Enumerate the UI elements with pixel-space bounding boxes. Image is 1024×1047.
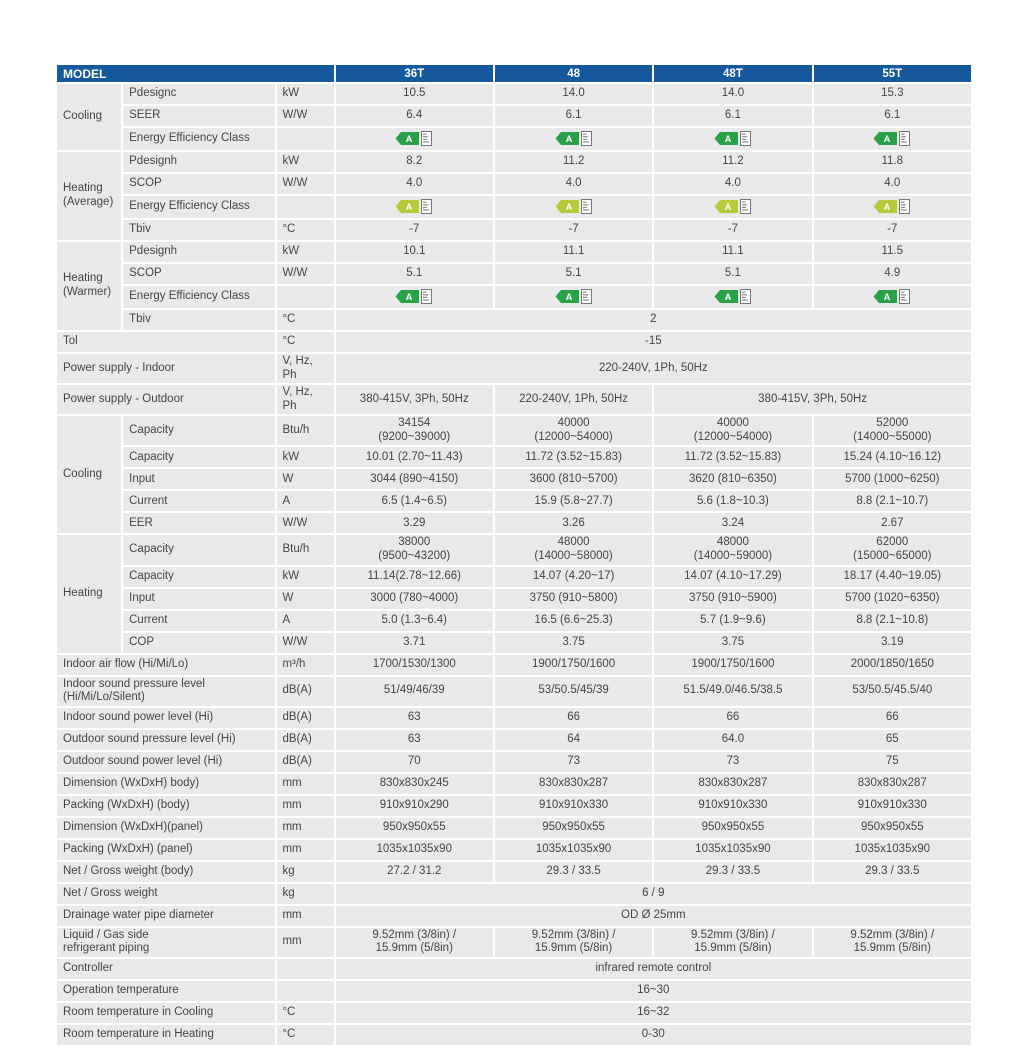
spec-value: 53/50.5/45/39 <box>495 677 652 706</box>
spec-value: 27.2 / 31.2 <box>336 862 493 882</box>
energy-class-cell <box>654 286 811 308</box>
svg-text:A: A <box>884 134 891 145</box>
spec-value: 48000 (14000~58000) <box>495 535 652 564</box>
unit-cell: dB(A) <box>277 708 333 728</box>
unit-cell <box>277 196 333 218</box>
unit-cell: °C <box>277 1003 333 1023</box>
spec-value: 950x950x55 <box>495 818 652 838</box>
spec-value: 4.9 <box>814 264 971 284</box>
row-label: Operation temperature <box>57 981 275 1001</box>
unit-cell: mm <box>277 774 333 794</box>
spec-value: 29.3 / 33.5 <box>495 862 652 882</box>
unit-cell: kg <box>277 884 333 904</box>
unit-cell: V, Hz, Ph <box>277 385 333 414</box>
spec-value: 40000 (12000~54000) <box>654 416 811 445</box>
spec-value: 1035x1035x90 <box>654 840 811 860</box>
spec-value: 910x910x290 <box>336 796 493 816</box>
unit-cell: mm <box>277 840 333 860</box>
unit-cell: A <box>277 491 333 511</box>
spec-value: OD Ø 25mm <box>336 906 971 926</box>
spec-value: 63 <box>336 730 493 750</box>
spec-value: 6.1 <box>495 106 652 126</box>
svg-text:A: A <box>724 202 732 213</box>
spec-value: 380-415V, 3Ph, 50Hz <box>654 385 971 414</box>
energy-class-a-icon <box>873 289 911 304</box>
unit-cell: Btu/h <box>277 535 333 564</box>
unit-cell: kg <box>277 862 333 882</box>
row-label: Liquid / Gas side refrigerant piping <box>57 928 275 957</box>
spec-value: 1035x1035x90 <box>336 840 493 860</box>
spec-value: 4.0 <box>654 174 811 194</box>
spec-value: 9.52mm (3/8in) / 15.9mm (5/8in) <box>495 928 652 957</box>
spec-value: 8.8 (2.1~10.8) <box>814 611 971 631</box>
unit-cell: °C <box>277 332 333 352</box>
spec-value: 73 <box>495 752 652 772</box>
spec-value: 29.3 / 33.5 <box>814 862 971 882</box>
spec-value: 64.0 <box>654 730 811 750</box>
energy-class-cell <box>336 286 493 308</box>
spec-value: 75 <box>814 752 971 772</box>
spec-value: -7 <box>336 220 493 240</box>
spec-value: 18.17 (4.40~19.05) <box>814 567 971 587</box>
svg-text:A: A <box>724 134 732 145</box>
spec-value: 5.6 (1.8~10.3) <box>654 491 811 511</box>
spec-value: 70 <box>336 752 493 772</box>
spec-value: 8.8 (2.1~10.7) <box>814 491 971 511</box>
spec-value: 910x910x330 <box>495 796 652 816</box>
spec-value: 5.1 <box>654 264 811 284</box>
unit-cell: kW <box>277 84 333 104</box>
spec-value: 66 <box>495 708 652 728</box>
column-header-48: 48 <box>495 65 652 82</box>
spec-value: 14.07 (4.10~17.29) <box>654 567 811 587</box>
spec-value: 2.67 <box>814 513 971 533</box>
group-label: Cooling <box>57 84 121 150</box>
svg-text:A: A <box>884 292 891 303</box>
row-label: Input <box>123 589 275 609</box>
spec-value: 0-30 <box>336 1025 971 1045</box>
energy-class-a-icon <box>714 289 752 304</box>
unit-cell: W/W <box>277 106 333 126</box>
unit-cell <box>277 981 333 1001</box>
spec-value: 9.52mm (3/8in) / 15.9mm (5/8in) <box>654 928 811 957</box>
group-label: Heating (Warmer) <box>57 242 121 330</box>
spec-value: 11.8 <box>814 152 971 172</box>
spec-value: 3750 (910~5900) <box>654 589 811 609</box>
row-label: Energy Efficiency Class <box>123 128 275 150</box>
row-label: Power supply - Outdoor <box>57 385 275 414</box>
row-label: Indoor sound pressure level (Hi/Mi/Lo/Silent) <box>57 677 275 706</box>
spec-value: 6.5 (1.4~6.5) <box>336 491 493 511</box>
svg-text:A: A <box>406 292 413 303</box>
row-label: Net / Gross weight (body) <box>57 862 275 882</box>
spec-value: 830x830x287 <box>654 774 811 794</box>
unit-cell: W <box>277 589 333 609</box>
spec-value: 65 <box>814 730 971 750</box>
unit-cell: kW <box>277 152 333 172</box>
spec-value: 380-415V, 3Ph, 50Hz <box>336 385 493 414</box>
column-header-36t: 36T <box>336 65 493 82</box>
spec-value: 10.1 <box>336 242 493 262</box>
spec-value: 220-240V, 1Ph, 50Hz <box>336 354 971 383</box>
spec-value: 66 <box>814 708 971 728</box>
spec-value: 6.1 <box>814 106 971 126</box>
spec-value: 11.14(2.78~12.66) <box>336 567 493 587</box>
spec-value: 3044 (890~4150) <box>336 469 493 489</box>
spec-value: 1900/1750/1600 <box>495 655 652 675</box>
spec-table <box>55 63 973 1047</box>
unit-cell <box>277 128 333 150</box>
unit-cell: mm <box>277 796 333 816</box>
row-label: Pdesignh <box>123 152 275 172</box>
row-label: Current <box>123 491 275 511</box>
model-header: MODEL <box>57 65 334 82</box>
energy-class-cell <box>495 128 652 150</box>
energy-class-a-icon <box>714 131 752 146</box>
row-label: Pdesignh <box>123 242 275 262</box>
unit-cell: dB(A) <box>277 677 333 706</box>
unit-cell: °C <box>277 220 333 240</box>
spec-value: 3.71 <box>336 633 493 653</box>
energy-class-a-icon <box>555 289 593 304</box>
spec-value: 73 <box>654 752 811 772</box>
spec-value: 3750 (910~5800) <box>495 589 652 609</box>
row-label: Capacity <box>123 567 275 587</box>
spec-value: 4.0 <box>814 174 971 194</box>
unit-cell: W/W <box>277 174 333 194</box>
energy-class-a-icon <box>873 199 911 214</box>
spec-value: 11.1 <box>654 242 811 262</box>
spec-value: 950x950x55 <box>814 818 971 838</box>
spec-value: 63 <box>336 708 493 728</box>
spec-value: 14.07 (4.20~17) <box>495 567 652 587</box>
spec-value: 62000 (15000~65000) <box>814 535 971 564</box>
spec-value: 3.24 <box>654 513 811 533</box>
row-label: SCOP <box>123 264 275 284</box>
spec-value: 1035x1035x90 <box>495 840 652 860</box>
spec-value: 29.3 / 33.5 <box>654 862 811 882</box>
spec-value: 51/49/46/39 <box>336 677 493 706</box>
spec-value: 3000 (780~4000) <box>336 589 493 609</box>
spec-value: 34154 (9200~39000) <box>336 416 493 445</box>
spec-value: 10.5 <box>336 84 493 104</box>
energy-class-cell <box>654 128 811 150</box>
energy-class-a-icon <box>395 131 433 146</box>
spec-value: 2000/1850/1650 <box>814 655 971 675</box>
row-label: Net / Gross weight <box>57 884 275 904</box>
row-label: Capacity <box>123 447 275 467</box>
spec-value: 220-240V, 1Ph, 50Hz <box>495 385 652 414</box>
row-label: Indoor sound power level (Hi) <box>57 708 275 728</box>
spec-value: -7 <box>814 220 971 240</box>
spec-value: 910x910x330 <box>654 796 811 816</box>
spec-value: 48000 (14000~59000) <box>654 535 811 564</box>
unit-cell: V, Hz, Ph <box>277 354 333 383</box>
spec-value: 16~30 <box>336 981 971 1001</box>
row-label: Tbiv <box>123 310 275 330</box>
row-label: Outdoor sound power level (Hi) <box>57 752 275 772</box>
spec-value: 3600 (810~5700) <box>495 469 652 489</box>
spec-value: 3620 (810~6350) <box>654 469 811 489</box>
unit-cell: °C <box>277 310 333 330</box>
spec-value: 2 <box>336 310 971 330</box>
row-label: Tol <box>57 332 275 352</box>
energy-class-cell <box>814 286 971 308</box>
column-header-55t: 55T <box>814 65 971 82</box>
unit-cell: W <box>277 469 333 489</box>
row-label: Power supply - Indoor <box>57 354 275 383</box>
energy-class-cell <box>654 196 811 218</box>
row-label: Capacity <box>123 535 275 564</box>
spec-value: 11.2 <box>495 152 652 172</box>
spec-value: 3.19 <box>814 633 971 653</box>
unit-cell: W/W <box>277 264 333 284</box>
spec-value: 52000 (14000~55000) <box>814 416 971 445</box>
group-label: Cooling <box>57 416 121 533</box>
spec-value: -7 <box>654 220 811 240</box>
energy-class-cell <box>495 286 652 308</box>
row-label: SEER <box>123 106 275 126</box>
unit-cell <box>277 286 333 308</box>
svg-text:A: A <box>565 292 572 303</box>
spec-value: 1700/1530/1300 <box>336 655 493 675</box>
row-label: Tbiv <box>123 220 275 240</box>
unit-cell: Btu/h <box>277 416 333 445</box>
row-label: Packing (WxDxH) (panel) <box>57 840 275 860</box>
spec-value: 4.0 <box>495 174 652 194</box>
row-label: Dimension (WxDxH)(panel) <box>57 818 275 838</box>
unit-cell: A <box>277 611 333 631</box>
svg-text:A: A <box>565 134 572 145</box>
spec-value: 950x950x55 <box>336 818 493 838</box>
unit-cell: dB(A) <box>277 752 333 772</box>
row-label: Drainage water pipe diameter <box>57 906 275 926</box>
spec-value: 830x830x245 <box>336 774 493 794</box>
svg-text:A: A <box>406 134 413 145</box>
spec-value: 10.01 (2.70~11.43) <box>336 447 493 467</box>
spec-value: 6.1 <box>654 106 811 126</box>
spec-value: 6.4 <box>336 106 493 126</box>
spec-value: 1900/1750/1600 <box>654 655 811 675</box>
svg-text:A: A <box>565 202 572 213</box>
spec-value: 9.52mm (3/8in) / 15.9mm (5/8in) <box>814 928 971 957</box>
spec-value: 3.75 <box>495 633 652 653</box>
row-label: Input <box>123 469 275 489</box>
group-label: Heating <box>57 535 121 652</box>
unit-cell: W/W <box>277 633 333 653</box>
spec-value: 5.1 <box>495 264 652 284</box>
spec-value: 11.1 <box>495 242 652 262</box>
row-label: Room temperature in Cooling <box>57 1003 275 1023</box>
spec-value: 6 / 9 <box>336 884 971 904</box>
spec-value: 11.72 (3.52~15.83) <box>654 447 811 467</box>
row-label: Pdesignc <box>123 84 275 104</box>
spec-value: 11.2 <box>654 152 811 172</box>
spec-value: 40000 (12000~54000) <box>495 416 652 445</box>
unit-cell: mm <box>277 818 333 838</box>
unit-cell: m³/h <box>277 655 333 675</box>
energy-class-cell <box>814 128 971 150</box>
row-label: Dimension (WxDxH) body) <box>57 774 275 794</box>
spec-value: 3.26 <box>495 513 652 533</box>
spec-value: 11.5 <box>814 242 971 262</box>
svg-text:A: A <box>724 292 732 303</box>
row-label: Capacity <box>123 416 275 445</box>
svg-text:A: A <box>884 202 891 213</box>
spec-value: 950x950x55 <box>654 818 811 838</box>
spec-value: 16.5 (6.6~25.3) <box>495 611 652 631</box>
row-label: Room temperature in Heating <box>57 1025 275 1045</box>
spec-value: 15.9 (5.8~27.7) <box>495 491 652 511</box>
spec-value: 38000 (9500~43200) <box>336 535 493 564</box>
row-label: Controller <box>57 959 275 979</box>
spec-value: 5700 (1020~6350) <box>814 589 971 609</box>
spec-value: 64 <box>495 730 652 750</box>
spec-value: 53/50.5/45.5/40 <box>814 677 971 706</box>
group-label: Heating (Average) <box>57 152 121 240</box>
energy-class-cell <box>336 196 493 218</box>
unit-cell: mm <box>277 928 333 957</box>
spec-value: 5.1 <box>336 264 493 284</box>
spec-value: 15.3 <box>814 84 971 104</box>
unit-cell: °C <box>277 1025 333 1045</box>
row-label: Energy Efficiency Class <box>123 196 275 218</box>
spec-value: -7 <box>495 220 652 240</box>
spec-value: 11.72 (3.52~15.83) <box>495 447 652 467</box>
spec-value: 5.0 (1.3~6.4) <box>336 611 493 631</box>
spec-value: 830x830x287 <box>814 774 971 794</box>
row-label: Current <box>123 611 275 631</box>
spec-value: 15.24 (4.10~16.12) <box>814 447 971 467</box>
spec-value: infrared remote control <box>336 959 971 979</box>
energy-class-a-icon <box>873 131 911 146</box>
energy-class-a-icon <box>395 289 433 304</box>
spec-value: 8.2 <box>336 152 493 172</box>
row-label: Outdoor sound pressure level (Hi) <box>57 730 275 750</box>
spec-value: 66 <box>654 708 811 728</box>
spec-value: 910x910x330 <box>814 796 971 816</box>
spec-value: 1035x1035x90 <box>814 840 971 860</box>
row-label: COP <box>123 633 275 653</box>
energy-class-a-icon <box>555 199 593 214</box>
energy-class-cell <box>495 196 652 218</box>
unit-cell: kW <box>277 567 333 587</box>
energy-class-cell <box>336 128 493 150</box>
spec-value: 3.29 <box>336 513 493 533</box>
spec-value: 14.0 <box>654 84 811 104</box>
unit-cell: kW <box>277 447 333 467</box>
spec-value: 51.5/49.0/46.5/38.5 <box>654 677 811 706</box>
unit-cell: W/W <box>277 513 333 533</box>
energy-class-a-icon <box>395 199 433 214</box>
row-label: Packing (WxDxH) (body) <box>57 796 275 816</box>
unit-cell: dB(A) <box>277 730 333 750</box>
spec-value: 14.0 <box>495 84 652 104</box>
row-label: EER <box>123 513 275 533</box>
energy-class-cell <box>814 196 971 218</box>
row-label: SCOP <box>123 174 275 194</box>
svg-text:A: A <box>406 202 413 213</box>
spec-value: 5.7 (1.9~9.6) <box>654 611 811 631</box>
energy-class-a-icon <box>714 199 752 214</box>
row-label: Energy Efficiency Class <box>123 286 275 308</box>
spec-value: 9.52mm (3/8in) / 15.9mm (5/8in) <box>336 928 493 957</box>
spec-value: 4.0 <box>336 174 493 194</box>
spec-value: 830x830x287 <box>495 774 652 794</box>
spec-value: 5700 (1000~6250) <box>814 469 971 489</box>
unit-cell <box>277 959 333 979</box>
unit-cell: kW <box>277 242 333 262</box>
unit-cell: mm <box>277 906 333 926</box>
energy-class-a-icon <box>555 131 593 146</box>
spec-value: 3.75 <box>654 633 811 653</box>
column-header-48t: 48T <box>654 65 811 82</box>
row-label: Indoor air flow (Hi/Mi/Lo) <box>57 655 275 675</box>
spec-value: -15 <box>336 332 971 352</box>
spec-value: 16~32 <box>336 1003 971 1023</box>
